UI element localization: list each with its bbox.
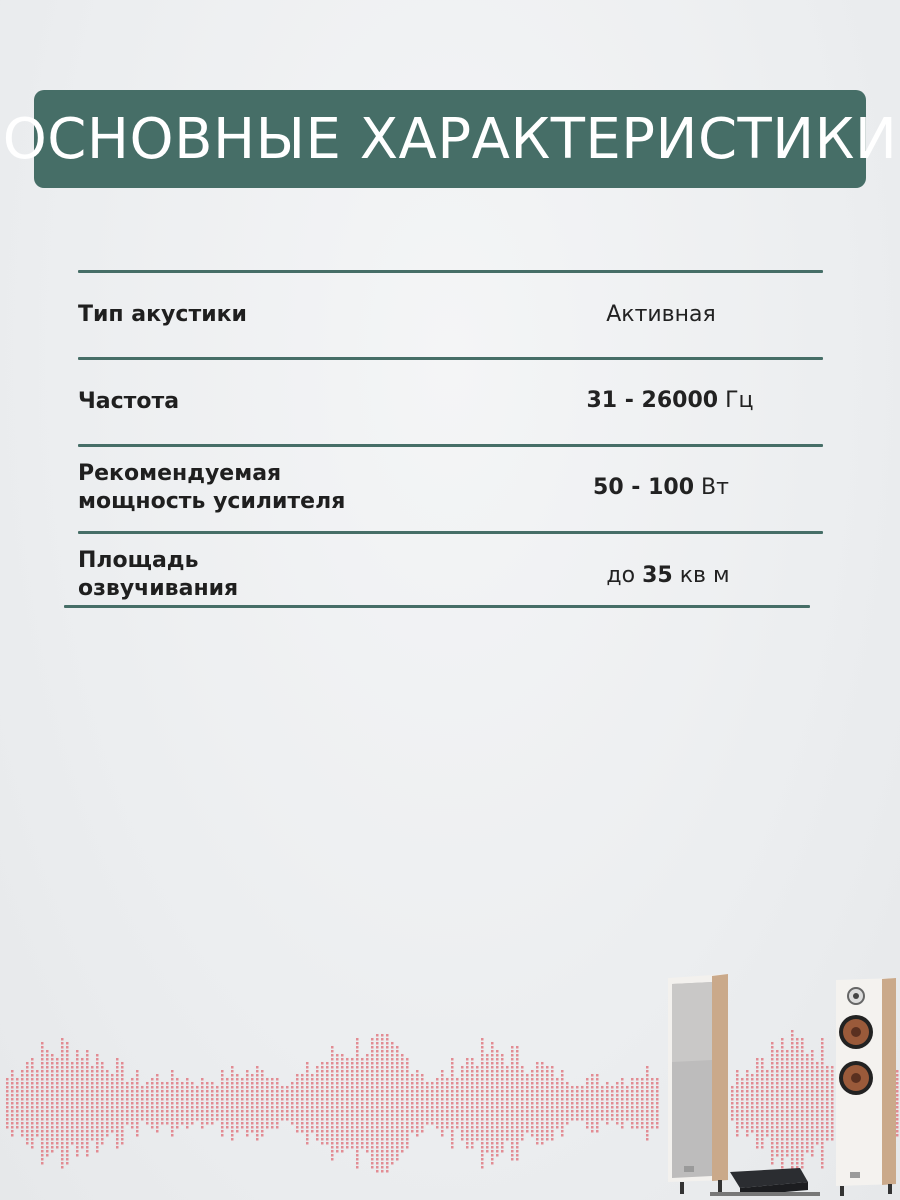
spec-label-type: Тип акустики bbox=[78, 302, 247, 327]
divider bbox=[78, 444, 823, 447]
spec-label-frequency: Частота bbox=[78, 389, 180, 414]
spec-label-area: Площадь озвучивания bbox=[78, 548, 239, 601]
left-speaker-icon bbox=[668, 974, 728, 1194]
divider bbox=[78, 531, 823, 534]
divider bbox=[64, 605, 810, 608]
divider bbox=[78, 357, 823, 360]
spec-label-power: Рекомендуемая мощность усилителя bbox=[78, 461, 346, 514]
spec-value-frequency: 31 - 26000 Гц bbox=[586, 388, 754, 413]
divider bbox=[78, 270, 823, 273]
spec-value-power: 50 - 100 Вт bbox=[593, 475, 729, 500]
spec-value-type: Активная bbox=[606, 302, 716, 327]
page-title: ОСНОВНЫЕ ХАРАКТЕРИСТИКИ bbox=[2, 106, 898, 172]
spec-value-area: до 35 кв м bbox=[606, 563, 730, 588]
right-speaker-icon bbox=[836, 978, 896, 1196]
speakers-image bbox=[650, 960, 900, 1200]
